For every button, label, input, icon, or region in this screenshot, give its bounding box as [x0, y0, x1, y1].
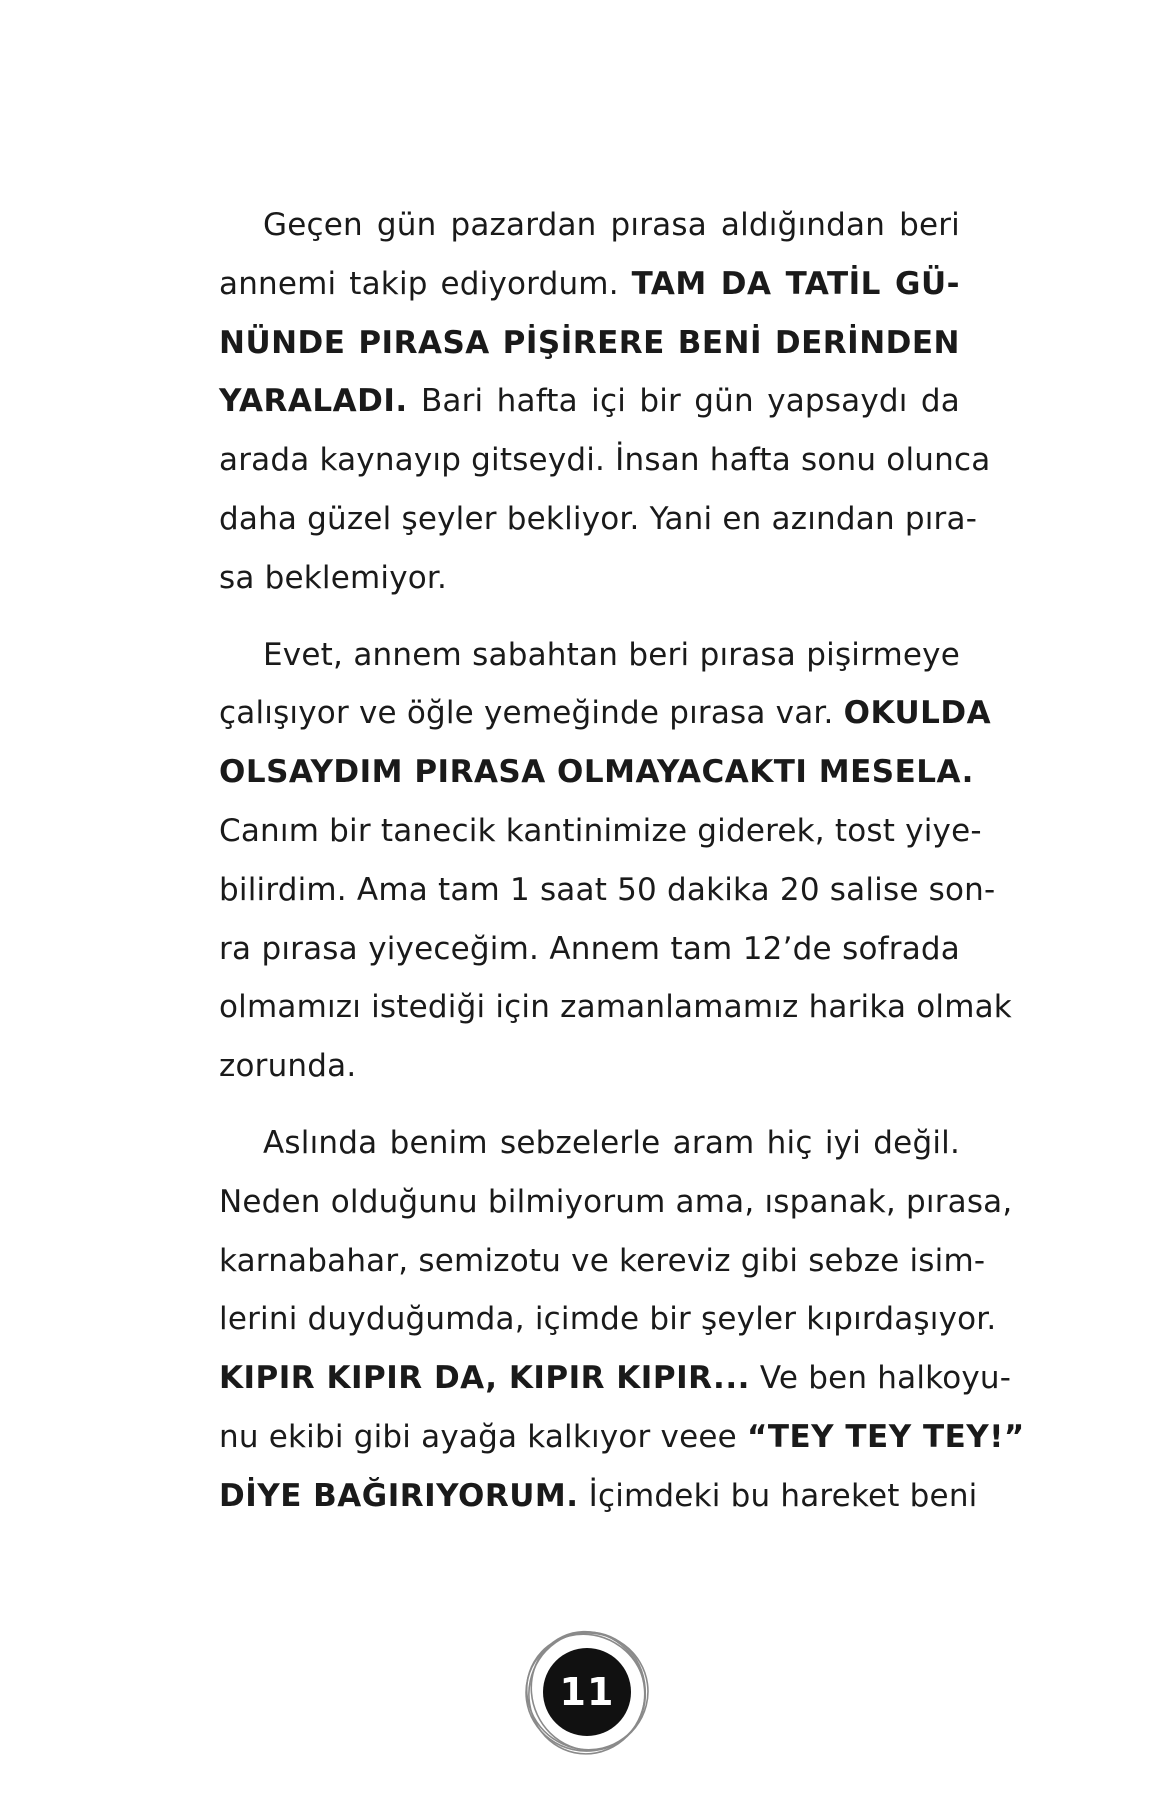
text-line: DİYE BAĞIRIYORUM. İçimdeki bu hareket beni — [219, 1477, 978, 1514]
text-line: NÜNDE PIRASA PİŞİRERE BENİ DERİNDEN — [219, 324, 960, 361]
text-line: Aslında benim sebzelerle aram hiç iyi değil. — [263, 1124, 960, 1161]
text-line: çalışıyor ve öğle yemeğinde pırasa var. OKULDA — [219, 695, 992, 732]
text-line: lerini duyduğumda, içimde bir şeyler kıpırdaşıyor. — [219, 1301, 997, 1338]
paragraph — [219, 1114, 1025, 1526]
text-line: ra pırasa yiyeceğim. Annem tam 12’de sofrada — [219, 930, 960, 967]
text-line: karnabahar, semizotu ve kereviz gibi sebze isim- — [219, 1242, 986, 1279]
text-line: Neden olduğunu bilmiyorum ama, ıspanak, pırasa, — [219, 1183, 1013, 1220]
text-line: bilirdim. Ama tam 1 saat 50 dakika 20 salise son- — [219, 871, 996, 908]
text-line: olmamızı istediği için zamanlamamız harika olmak — [219, 989, 1012, 1026]
text-line: Canım bir tanecik kantinimize giderek, tost yiye- — [219, 812, 982, 849]
text-line: zorunda. — [219, 1048, 357, 1085]
text-line: daha güzel şeyler bekliyor. Yani en azından pıra- — [219, 500, 978, 537]
page-number-badge — [522, 1627, 652, 1757]
text-line: OLSAYDIM PIRASA OLMAYACAKTI MESELA. — [219, 754, 974, 791]
paragraph — [219, 626, 1012, 1096]
page-number: 11 — [559, 1670, 615, 1714]
text-line: arada kaynayıp gitseydi. İnsan hafta sonu olunca — [219, 442, 991, 479]
text-line: Evet, annem sabahtan beri pırasa pişirmeye — [263, 636, 960, 673]
text-line: Geçen gün pazardan pırasa aldığından beri — [263, 207, 960, 243]
body-text — [219, 196, 1025, 1526]
text-line: nu ekibi gibi ayağa kalkıyor veee “TEY TEY TEY!” — [219, 1418, 1025, 1455]
text-line: KIPIR KIPIR DA, KIPIR KIPIR... Ve ben halkoyu- — [219, 1360, 1012, 1397]
paragraph — [219, 196, 991, 608]
text-line: sa beklemiyor. — [219, 559, 448, 596]
text-line: YARALADI. Bari hafta içi bir gün yapsaydı da — [219, 383, 960, 420]
text-line: annemi takip ediyordum. TAM DA TATİL GÜ- — [219, 265, 960, 302]
